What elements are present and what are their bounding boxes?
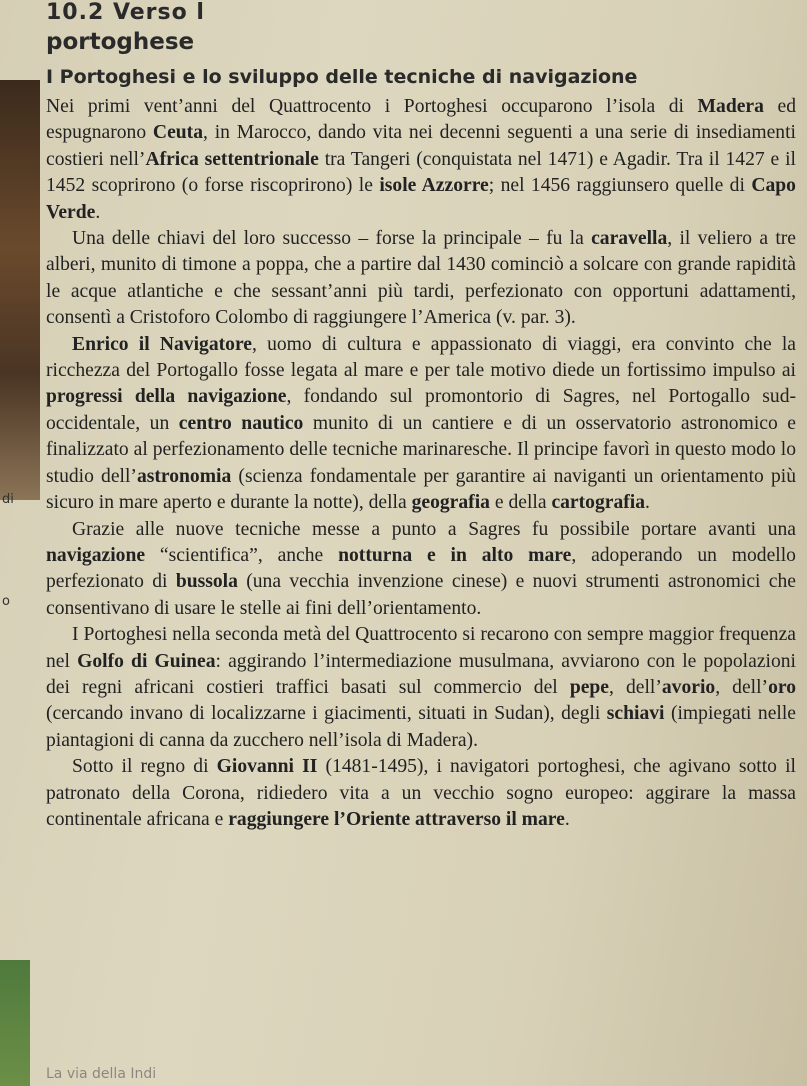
paragraph-1 bbox=[46, 94, 796, 226]
p3-bold-geografia: geografia bbox=[411, 492, 490, 514]
p5-text-2: : aggirando l’intermediazione musulmana, avviarono con le popolazioni dei regni africani costieri traffici basati sul commercio del bbox=[46, 650, 796, 698]
p5-bold-schiavi: schiavi bbox=[606, 703, 665, 725]
p2-bold-caravella: caravella bbox=[591, 228, 668, 250]
p3-bold-astronomia: astronomia bbox=[136, 465, 232, 487]
p6-bold-giovanni: Giovanni II bbox=[216, 756, 318, 778]
p4-text-3: , adoperando un modello perfezionato di bbox=[46, 544, 796, 593]
p5-text-3: , dell’ bbox=[609, 676, 662, 698]
p4-bold-navigazione: navigazione bbox=[46, 544, 146, 566]
p5-text-6: (impiegati nelle piantagioni di canna da zucchero nell’isola di Madera). bbox=[46, 703, 797, 751]
p5-text-4: , dell’ bbox=[715, 676, 769, 698]
p6-bold-oriente: raggiungere l’Oriente attraverso il mare bbox=[228, 808, 565, 830]
section-header bbox=[46, 0, 205, 56]
p5-bold-pepe: pepe bbox=[569, 676, 609, 698]
p3-text-5: e della bbox=[489, 492, 552, 514]
p5-text-5: (cercando invano di localizzarne i giacimenti, situati in Sudan), degli bbox=[46, 703, 607, 725]
p5-text-1: I Portoghesi nella seconda metà del Quattrocento si recarono con sempre maggior frequenza nel bbox=[46, 624, 796, 672]
p6-text-3: . bbox=[564, 808, 570, 830]
p5-bold-golfo-guinea: Golfo di Guinea bbox=[77, 650, 216, 672]
body-text bbox=[46, 94, 796, 833]
p3-text-2: , fondando sul promontorio di Sagres, nel Portogallo sud-occidentale, un bbox=[46, 386, 797, 434]
margin-photo-strip bbox=[0, 80, 40, 500]
p3-text-3: munito di un cantiere e di un osservatorio astronomico e finalizzato al perfezionamento delle tecniche marinaresche. Il principe favorì in questo modo lo studio dell’ bbox=[46, 412, 796, 487]
p6-text-2: (1481-1495), i navigatori portoghesi, che agivano sotto il patronato della Corona, ridiedero vita a un vecchio sogno europeo: aggirare la massa continentale africana e bbox=[46, 756, 796, 830]
p1-text-3: , in Marocco, dando vita nei decenni seguenti a una serie di insediamenti costieri nell’ bbox=[46, 122, 796, 170]
p3-text-4: (scienza fondamentale per garantire ai naviganti un orientamento più sicuro in mare aperto e durante la notte), della bbox=[46, 465, 796, 514]
p4-text-4: (una vecchia invenzione cinese) e nuovi strumenti astronomici che consentivano di usare le stelle ai fini dell’orientamento. bbox=[46, 571, 796, 619]
p3-text-1: , uomo di cultura e appassionato di viaggi, era convinto che la ricchezza del Portogallo fosse legata al mare e per tale motivo diede un fortissimo impulso ai bbox=[46, 333, 796, 382]
p5-bold-oro: oro bbox=[768, 676, 797, 698]
section-title: portoghese bbox=[46, 29, 195, 55]
paragraph-3 bbox=[46, 332, 796, 517]
paragraph-5 bbox=[46, 622, 796, 754]
p1-bold-azzorre: isole Azzorre bbox=[379, 175, 489, 197]
p1-bold-africa: Africa settentrionale bbox=[145, 148, 319, 170]
p3-bold-centro-nautico: centro nautico bbox=[178, 412, 304, 434]
paragraph-4 bbox=[46, 517, 796, 623]
p3-text-6: . bbox=[645, 492, 650, 514]
p6-text-1: Sotto il regno di bbox=[72, 756, 217, 778]
p1-bold-ceuta: Ceuta bbox=[152, 122, 203, 144]
margin-green-strip bbox=[0, 960, 30, 1086]
p2-text-2: , il veliero a tre alberi, munito di timone a poppa, che a partire dal 1430 cominciò a solcare con grande rapidità le acque atlantiche e che sessant’anni più tardi, perfezionato con opportuni adattamenti, consentì a Cristoforo Colombo di raggiungere l’America (v. par. 3). bbox=[46, 228, 796, 329]
section-number: 10.2 Verso l bbox=[46, 0, 205, 25]
margin-mark-2: o bbox=[2, 594, 10, 609]
p1-text-2: ed espugnarono bbox=[46, 96, 796, 144]
paragraph-2 bbox=[46, 226, 796, 332]
paragraph-6 bbox=[46, 754, 796, 833]
p4-bold-bussola: bussola bbox=[175, 571, 238, 593]
p2-text-1: Una delle chiavi del loro successo – forse la principale – fu la bbox=[72, 228, 592, 250]
p1-bold-capo-verde: Capo Verde bbox=[46, 175, 796, 223]
p1-text-4: tra Tangeri (conquistata nel 1471) e Agadir. Tra il 1427 e il 1452 scoprirono (o forse riscoprirono) le bbox=[46, 148, 796, 197]
p1-text-5: ; nel 1456 raggiunsero quelle di bbox=[488, 175, 752, 197]
footer-text: La via della Indi bbox=[46, 1066, 157, 1082]
p4-text-2: “scientifica”, anche bbox=[145, 544, 339, 566]
p3-bold-progressi: progressi della navigazione bbox=[46, 386, 287, 408]
p3-bold-cartografia: cartografia bbox=[551, 492, 646, 514]
p5-bold-avorio: avorio bbox=[661, 676, 716, 698]
p1-text-6: . bbox=[95, 201, 101, 223]
p4-text-1: Grazie alle nuove tecniche messe a punto a Sagres fu possibile portare avanti una bbox=[72, 518, 796, 540]
subheading: I Portoghesi e lo sviluppo delle tecniche di navigazione bbox=[46, 66, 638, 88]
p1-bold-madera: Madera bbox=[697, 96, 764, 117]
margin-mark-1: di bbox=[2, 492, 14, 507]
p4-bold-notturna: notturna e in alto mare bbox=[338, 544, 572, 566]
p3-bold-enrico: Enrico il Navigatore bbox=[72, 333, 252, 355]
p1-text-1: Nei primi vent’anni del Quattrocento i Portoghesi occuparono l’isola di bbox=[46, 96, 698, 117]
